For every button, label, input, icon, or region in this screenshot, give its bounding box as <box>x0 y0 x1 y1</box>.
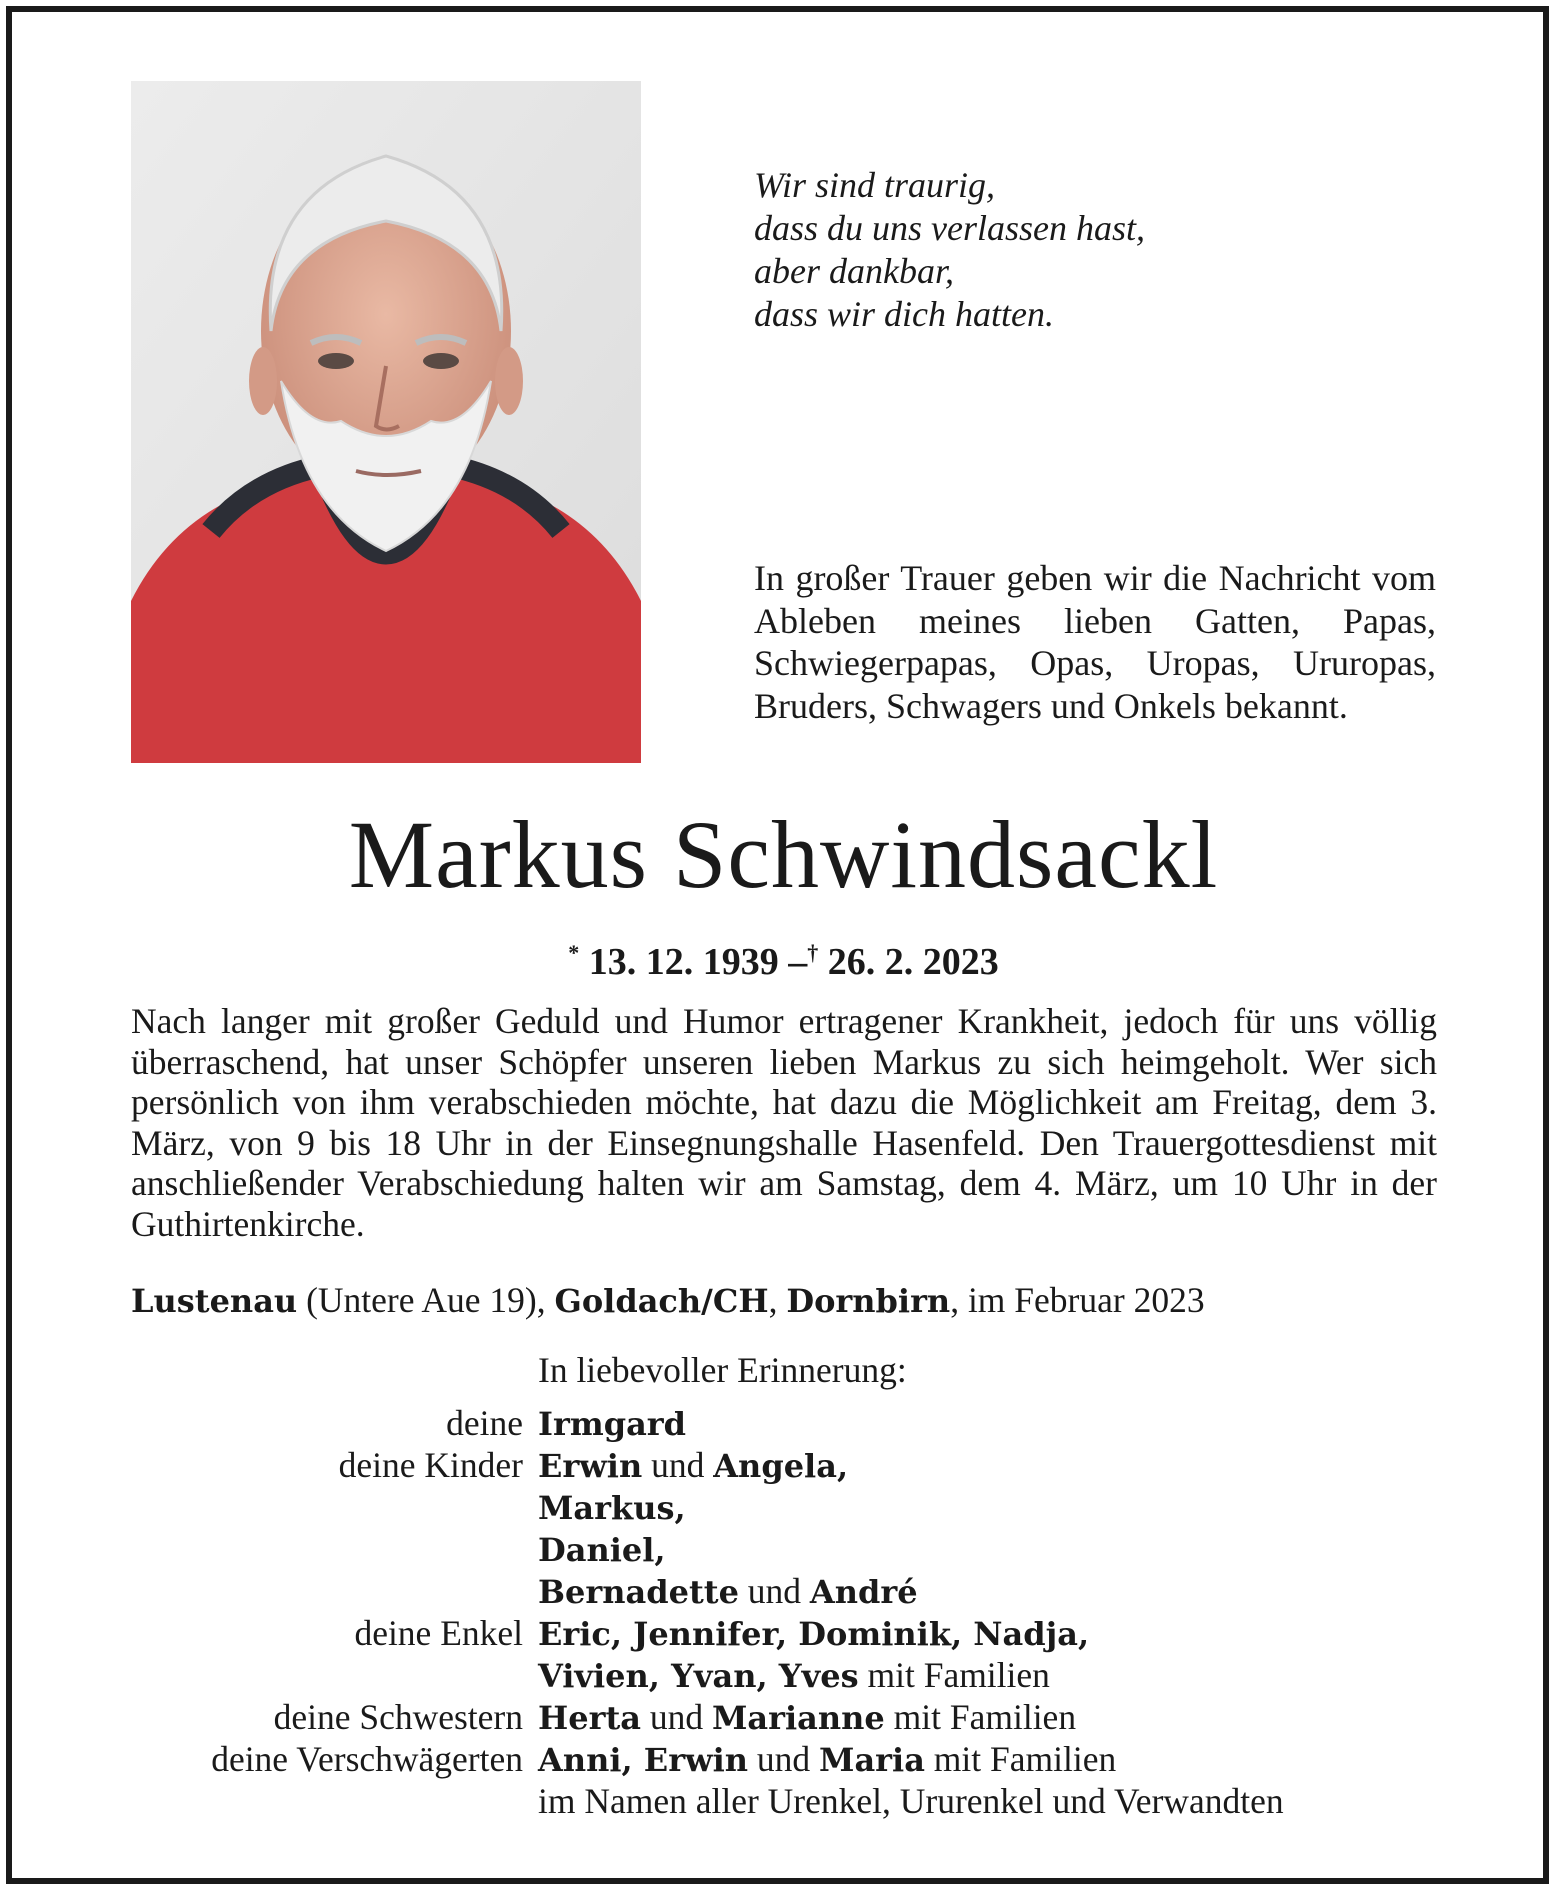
mourner-row <box>131 1486 1441 1528</box>
life-dates <box>0 931 1567 984</box>
date-separator: – <box>788 941 808 983</box>
relation-label: deine <box>446 1403 523 1443</box>
mourner-row <box>131 1528 1441 1570</box>
conjunction: und <box>756 1739 811 1779</box>
mourner-name: Bernadette <box>538 1573 739 1611</box>
quote-line: dass du uns verlassen hast, <box>754 208 1146 248</box>
death-symbol: † <box>807 940 819 965</box>
mourner-names <box>538 1612 1089 1655</box>
mourner-row <box>131 1654 1441 1696</box>
mourner-names <box>538 1570 918 1613</box>
with-families: mit Familien <box>867 1655 1050 1695</box>
mourner-row <box>131 1780 1441 1822</box>
mourner-name: Anni, Erwin <box>538 1741 749 1779</box>
mourner-row <box>131 1738 1441 1780</box>
closing-line: im Namen aller Urenkel, Ururenkel und Verwandten <box>538 1781 1284 1821</box>
relation-label: deine Verschwägerten <box>211 1739 523 1779</box>
mourner-name: Daniel, <box>538 1531 666 1569</box>
mourner-names <box>538 1402 686 1445</box>
mourner-row <box>131 1402 1441 1444</box>
mourner-row <box>131 1570 1441 1612</box>
mourner-names <box>538 1654 1050 1697</box>
mourner-names <box>538 1444 848 1487</box>
mourner-row <box>131 1612 1441 1654</box>
portrait-photo <box>131 81 641 763</box>
mourner-name: André <box>809 1573 918 1611</box>
place-date: im Februar 2023 <box>967 1280 1205 1320</box>
mourner-names <box>538 1528 666 1571</box>
mourners-intro: In liebevoller Erinnerung: <box>538 1350 907 1390</box>
mourners-list <box>131 1402 1441 1822</box>
mourner-name: Vivien, Yvan, Yves <box>538 1657 859 1695</box>
with-families: mit Familien <box>933 1739 1117 1779</box>
mourner-name: Eric, Jennifer, Dominik, Nadja, <box>538 1615 1090 1653</box>
portrait-image <box>131 81 641 763</box>
conjunction: und <box>747 1571 802 1611</box>
mourner-row <box>131 1696 1441 1738</box>
place-city-3: Dornbirn <box>786 1282 951 1320</box>
mourner-name: Herta <box>538 1699 641 1737</box>
birth-date: 13. 12. 1939 <box>588 941 779 983</box>
with-families: mit Familien <box>893 1697 1077 1737</box>
relation-label: deine Kinder <box>338 1445 523 1485</box>
mourner-name: Maria <box>819 1741 925 1779</box>
birth-symbol: * <box>568 940 580 965</box>
mourner-names <box>538 1696 1076 1739</box>
mourner-name: Irmgard <box>538 1405 687 1443</box>
place-city-2: Goldach/CH <box>554 1282 769 1320</box>
conjunction: und <box>649 1697 704 1737</box>
mourner-names <box>538 1486 686 1529</box>
mourner-row <box>131 1444 1441 1486</box>
quote-line: Wir sind traurig, <box>754 165 996 205</box>
announcement-intro: In großer Trauer geben wir die Nachricht vom Ableben meines lieben Gatten, Papas, Schwiegerpapas, Opas, Uropas, Ururopas, Bruders, Schwagers und Onkels bekannt. <box>754 558 1436 726</box>
death-date: 26. 2. 2023 <box>827 941 999 983</box>
place-address: (Untere Aue 19) <box>306 1280 537 1320</box>
quote-line: aber dankbar, <box>754 251 954 291</box>
place-city-1: Lustenau <box>131 1282 298 1320</box>
funeral-details: Nach langer mit großer Geduld und Humor ertragener Krankheit, jedoch für uns völlig überraschend, hat unser Schöpfer unseren lieben Markus zu sich heimgeholt. Wer sich persönlich von ihm verabschieden möchte, hat dazu die Möglichkeit am Freitag, dem 3. März, von 9 bis 18 Uhr in der Einsegnungshalle Hasenfeld. Den Trauergottesdienst mit anschließender Verabschiedung halten wir am Samstag, dem 4. März, um 10 Uhr in der Guthirtenkirche. <box>131 1001 1437 1244</box>
mourner-name: Marianne <box>711 1699 885 1737</box>
deceased-name: Markus Schwindsackl <box>348 801 1219 908</box>
memorial-quote <box>754 164 1314 336</box>
place-and-date: Lustenau (Untere Aue 19), Goldach/CH, Dornbirn, im Februar 2023 <box>131 1280 1205 1320</box>
mourner-name: Markus, <box>538 1489 686 1527</box>
mourner-name: Angela, <box>713 1447 849 1485</box>
quote-line: dass wir dich hatten. <box>754 294 1055 334</box>
relation-label: deine Enkel <box>354 1613 523 1653</box>
mourner-name: Erwin <box>538 1447 643 1485</box>
conjunction: und <box>651 1445 705 1485</box>
relation-label: deine Schwestern <box>273 1697 523 1737</box>
mourner-names <box>538 1738 1116 1781</box>
